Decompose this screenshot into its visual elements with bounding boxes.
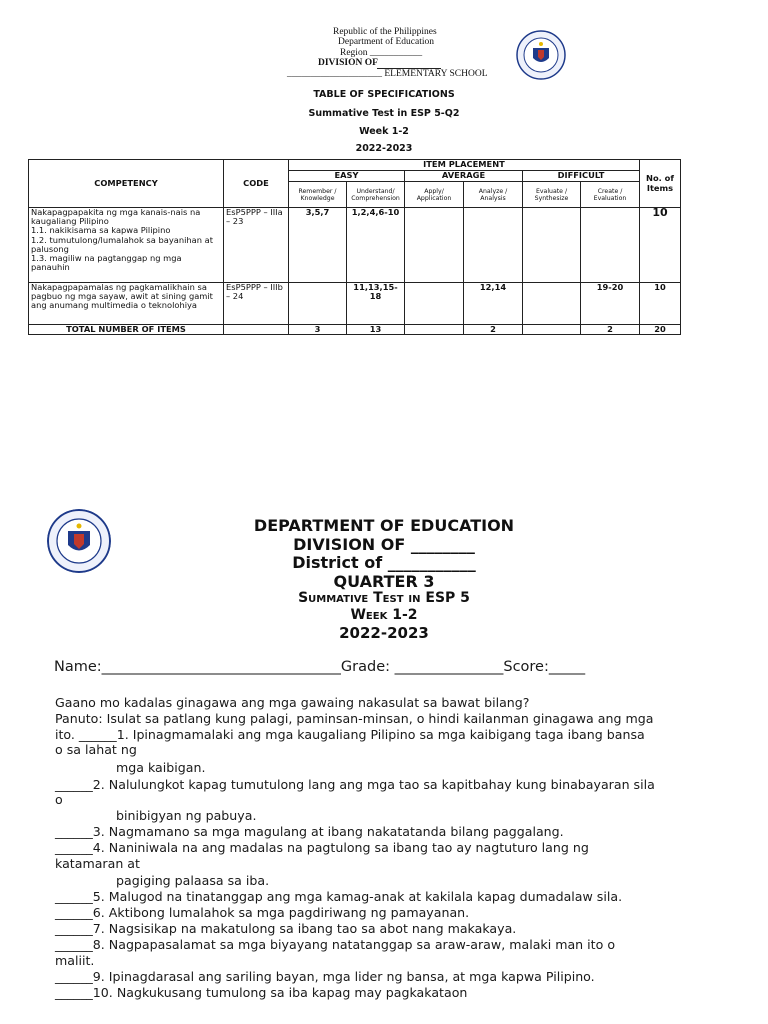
header-department: Department of Education xyxy=(338,37,435,47)
competency-cell: Nakapagpapakita ng mga kanais-nais na kaugaliang Pilipino 1.1. nakikisama sa kapwa Pilipino 1.2. tumutulong/lumalahok sa bayanihan at palusong 1.3. magiliw na pagtanggap ng mga panauhin xyxy=(29,208,224,283)
create-cell: 19-20 xyxy=(581,283,640,325)
apply-cell xyxy=(405,283,464,325)
header-region: Region ___________ xyxy=(340,48,423,58)
understand-cell: 1,2,4,6-10 xyxy=(347,208,405,283)
code-cell: EsP5PPP – IIIa – 23 xyxy=(224,208,289,283)
create-header: Create / Evaluation xyxy=(581,182,640,208)
no-items-header: No. of Items xyxy=(640,160,681,208)
header-school: ____________________ ELEMENTARY SCHOOL xyxy=(287,69,488,79)
list-item: ______9. Ipinagdarasal ang sariling bayan, mga lider ng bansa, at mga kapwa Pilipino. xyxy=(55,969,595,984)
evaluate-cell xyxy=(523,208,581,283)
table-row xyxy=(29,208,681,283)
page2-division: DIVISION OF ________ xyxy=(293,535,475,554)
analyze-cell xyxy=(464,208,523,283)
evaluate-header: Evaluate / Synthesize xyxy=(523,182,581,208)
list-item: ______5. Malugod na tinatanggap ang mga kamag-anak at kakilala kapag dumadalaw sila. xyxy=(55,889,623,904)
list-item: pagiging palaasa sa iba. xyxy=(116,873,270,888)
page2-quarter: QUARTER 3 xyxy=(333,572,435,591)
tos-subtitle: Summative Test in ESP 5-Q2 xyxy=(308,108,460,119)
total-cell: 10 xyxy=(640,283,681,325)
header-division: DIVISION OF xyxy=(318,58,378,68)
page2-year: 2022-2023 xyxy=(339,624,429,642)
create-total: 2 xyxy=(581,325,640,335)
difficult-header: DIFFICULT xyxy=(523,171,640,182)
easy-header: EASY xyxy=(289,171,405,182)
competency-cell: Nakapagpapamalas ng pagkamalikhain sa pagbuo ng mga sayaw, awit at sining gamit ang anumang multimedia o teknolohiya xyxy=(29,283,224,325)
list-item: binibigyan ng pabuya. xyxy=(116,808,257,823)
table-row xyxy=(29,283,681,325)
remember-total: 3 xyxy=(289,325,347,335)
totals-label: TOTAL NUMBER OF ITEMS xyxy=(29,325,224,335)
header-republic: Republic of the Philippines xyxy=(333,27,437,37)
list-item: o xyxy=(55,792,63,807)
analyze-cell: 12,14 xyxy=(464,283,523,325)
code-cell xyxy=(224,325,289,335)
list-item: maliit. xyxy=(55,953,95,968)
list-item: ______6. Aktibong lumalahok sa mga pagdiriwang ng pamayanan. xyxy=(55,905,470,920)
remember-header: Remember / Knowledge xyxy=(289,182,347,208)
instructions: Panuto: Isulat sa patlang kung palagi, paminsan-minsan, o hindi kailanman ginagawa ang mga xyxy=(55,711,654,726)
name-grade-score-line: Name:_________________________________Grade: _______________Score:_____ xyxy=(54,659,586,675)
list-item: katamaran at xyxy=(55,856,140,871)
create-cell xyxy=(581,208,640,283)
list-item: ______4. Naniniwala na ang madalas na pagtulong sa ibang tao ay nagtuturo lang ng xyxy=(55,840,589,855)
apply-header: Apply/ Application xyxy=(405,182,464,208)
page2-test-title: Summative Test in ESP 5 xyxy=(298,590,470,606)
understand-total: 13 xyxy=(347,325,405,335)
total-cell: 10 xyxy=(640,208,681,283)
analyze-header: Analyze / Analysis xyxy=(464,182,523,208)
list-item: ______8. Nagpapasalamat sa mga biyayang natatanggap sa araw-araw, malaki man ito o xyxy=(55,937,616,952)
tos-year: 2022-2023 xyxy=(355,143,413,154)
apply-total xyxy=(405,325,464,335)
list-item: ______3. Nagmamano sa mga magulang at ibang nakatatanda bilang paggalang. xyxy=(55,824,564,839)
remember-cell xyxy=(289,283,347,325)
list-item: o sa lahat ng xyxy=(55,742,137,757)
item-placement-header: ITEM PLACEMENT xyxy=(289,160,640,171)
grand-total: 20 xyxy=(640,325,681,335)
code-cell: EsP5PPP – IIIb – 24 xyxy=(224,283,289,325)
code-header: CODE xyxy=(224,160,289,208)
deped-seal-icon xyxy=(516,30,566,80)
specifications-table xyxy=(28,159,681,335)
competency-header: COMPETENCY xyxy=(29,160,224,208)
understand-header: Understand/ Comprehension xyxy=(347,182,405,208)
list-item: ______10. Nagkukusang tumulong sa iba kapag may pagkakataon xyxy=(55,985,468,1000)
analyze-total: 2 xyxy=(464,325,523,335)
evaluate-cell xyxy=(523,283,581,325)
remember-cell: 3,5,7 xyxy=(289,208,347,283)
page2-week: Week 1-2 xyxy=(350,607,418,623)
list-item: ______7. Nagsisikap na makatulong sa ibang tao sa abot nang makakaya. xyxy=(55,921,517,936)
list-item: ______2. Nalulungkot kapag tumutulong lang ang mga tao sa kapitbahay kung binabayaran sila xyxy=(55,777,655,792)
question-prompt: Gaano mo kadalas ginagawa ang mga gawaing nakasulat sa bawat bilang? xyxy=(55,695,530,710)
tos-week: Week 1-2 xyxy=(359,126,409,137)
understand-cell: 11,13,15-18 xyxy=(347,283,405,325)
list-item: mga kaibigan. xyxy=(116,760,206,775)
average-header: AVERAGE xyxy=(405,171,523,182)
tos-title: TABLE OF SPECIFICATIONS xyxy=(313,89,455,100)
list-item: ito. ______1. Ipinagmamalaki ang mga kaugaliang Pilipino sa mga kaibigang taga ibang bansa xyxy=(55,727,645,742)
evaluate-total xyxy=(523,325,581,335)
page2-department-title: DEPARTMENT OF EDUCATION xyxy=(253,516,515,535)
page2-district: District of ___________ xyxy=(292,553,476,572)
totals-row xyxy=(29,325,681,335)
apply-cell xyxy=(405,208,464,283)
